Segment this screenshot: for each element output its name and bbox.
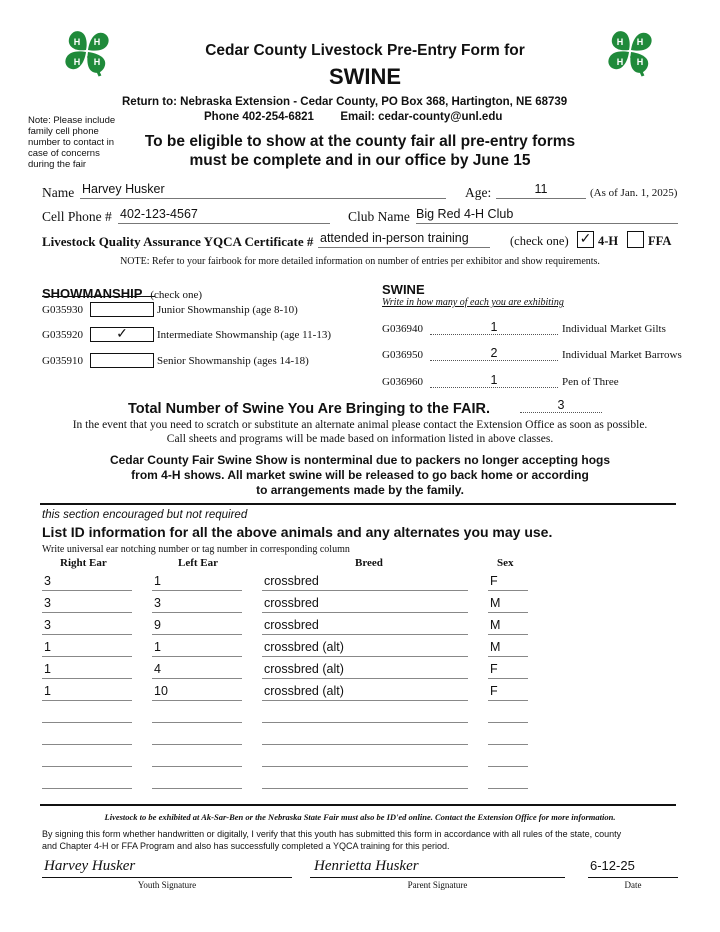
cell-value: 1: [44, 640, 51, 654]
yqca-label: Livestock Quality Assurance YQCA Certificate #: [42, 234, 314, 249]
date-value: 6-12-25: [590, 858, 635, 873]
col-header-left-ear: Left Ear: [178, 557, 219, 569]
left-ear-cell[interactable]: [152, 704, 242, 723]
total-count-value: 3: [557, 398, 565, 412]
intermediate-showmanship-checkbox[interactable]: [90, 327, 154, 342]
check-mark: ✓: [116, 327, 128, 342]
cell-value: [152, 750, 154, 764]
left-ear-cell[interactable]: [152, 748, 242, 767]
yqca-field[interactable]: [318, 229, 490, 248]
sex-cell[interactable]: [488, 748, 528, 767]
pen-of-three-count-field[interactable]: [430, 371, 558, 388]
age-label: Age:: [465, 185, 492, 200]
col-header-right-ear: Right Ear: [60, 557, 107, 569]
agreement-line-2: and Chapter 4-H or FFA Program and also has successfully completed a YQCA training for this period.: [42, 841, 450, 851]
swine-title: SWINE: [382, 282, 425, 297]
sex-cell[interactable]: [488, 660, 528, 679]
showmanship-subtitle: (check one): [150, 289, 202, 301]
right-ear-cell[interactable]: [42, 770, 132, 789]
sex-cell[interactable]: [488, 770, 528, 789]
total-label: [128, 401, 490, 417]
cell-value: 3: [154, 596, 161, 610]
cell-value: F: [490, 684, 498, 698]
svg-text:H: H: [616, 37, 624, 47]
sex-cell[interactable]: [488, 682, 528, 701]
left-ear-cell[interactable]: [152, 572, 242, 591]
left-ear-cell[interactable]: [152, 616, 242, 635]
cell-value: [42, 772, 44, 786]
cell-value: crossbred: [264, 574, 319, 588]
agreement-line-1: By signing this form whether handwritten or digitally, I verify that this youth has submitted this form in accordance with all rules of the state, county: [42, 829, 622, 839]
age-field[interactable]: [496, 180, 586, 199]
total-label-text: Total Number of Swine You Are Bringing to the FAIR: [128, 401, 486, 417]
cell-value: M: [490, 596, 501, 610]
left-ear-cell[interactable]: [152, 682, 242, 701]
4h-clover-logo-right: [605, 26, 655, 83]
parent-signature-label: Parent Signature: [407, 880, 468, 890]
senior-showmanship-checkbox[interactable]: [90, 353, 154, 368]
cell-value: [152, 728, 154, 742]
svg-text:H: H: [93, 37, 101, 47]
cell-value: 9: [154, 618, 161, 632]
footer-divider: [40, 804, 676, 806]
right-ear-cell[interactable]: [42, 638, 132, 657]
total-count-field[interactable]: [520, 396, 602, 413]
swine-count: 1: [490, 373, 498, 387]
swine-class-code: G036960: [382, 376, 423, 388]
ffa-checkbox[interactable]: [627, 231, 644, 248]
swine-class-code: G036950: [382, 349, 423, 361]
cell-value: 4: [154, 662, 161, 676]
cell-value: crossbred (alt): [264, 662, 344, 676]
svg-text:H: H: [73, 57, 81, 67]
age-note: (As of Jan. 1, 2025): [590, 187, 678, 199]
cell-value: [488, 728, 490, 742]
encouraged-note: this section encouraged but not required: [42, 509, 248, 521]
cell-value: M: [490, 618, 501, 632]
youth-signature-field[interactable]: [42, 857, 292, 878]
parent-signature-value: Henrietta Husker: [314, 858, 419, 874]
notice-line-2: from 4-H shows. All market swine will be released to go back home or according: [131, 468, 589, 482]
form-subtitle: SWINE: [328, 64, 402, 89]
right-ear-cell[interactable]: [42, 682, 132, 701]
name-value: Harvey Husker: [82, 182, 165, 196]
left-ear-cell[interactable]: [152, 594, 242, 613]
cell-value: crossbred (alt): [264, 640, 344, 654]
cell-phone-field[interactable]: [118, 205, 330, 224]
cell-value: 3: [44, 596, 51, 610]
yqca-value: attended in-person training: [320, 231, 469, 245]
scratch-line-1: In the event that you need to scratch or substitute an alternate animal please contact the Extension Office as soon as possible.: [72, 419, 648, 431]
cell-value: 1: [44, 662, 51, 676]
left-ear-cell[interactable]: [152, 770, 242, 789]
4h-clover-logo-left: [62, 26, 112, 83]
left-ear-cell[interactable]: [152, 726, 242, 745]
cell-value: 3: [44, 618, 51, 632]
col-header-breed: Breed: [355, 557, 383, 569]
cell-value: [488, 750, 490, 764]
cell-value: [262, 706, 264, 720]
cell-value: [152, 772, 154, 786]
cell-phone-label: Cell Phone #: [42, 209, 112, 224]
svg-text:H: H: [616, 57, 624, 67]
name-label: Name: [42, 185, 75, 200]
swine-class-label: Pen of Three: [562, 376, 619, 388]
cell-phone-value: 402-123-4567: [120, 207, 198, 221]
swine-class-code: G036940: [382, 323, 423, 335]
return-label: Return to:: [122, 96, 177, 108]
section-divider: [40, 503, 676, 505]
showmanship-label: Junior Showmanship (age 8-10): [157, 304, 298, 316]
clover-icon: [605, 26, 655, 78]
agreement-text: [42, 828, 682, 852]
cell-value: F: [490, 574, 498, 588]
cell-value: 1: [154, 640, 161, 654]
nonterminal-notice: [40, 453, 680, 498]
swine-class-label: Individual Market Barrows: [562, 349, 682, 361]
showmanship-label: Intermediate Showmanship (age 11-13): [157, 329, 332, 341]
breed-cell[interactable]: [262, 704, 468, 723]
youth-signature-label: Youth Signature: [137, 880, 197, 890]
svg-text:H: H: [93, 57, 101, 67]
4h-label: 4-H: [598, 234, 619, 248]
id-section-title: List ID information for all the above animals and any alternates you may use.: [42, 524, 553, 540]
cell-value: [488, 706, 490, 720]
breed-cell[interactable]: [262, 572, 468, 591]
right-ear-cell[interactable]: [42, 616, 132, 635]
fairbook-note: NOTE: Refer to your fairbook for more detailed information on number of entries per exhibitor and show requirements.: [120, 256, 600, 267]
sex-cell[interactable]: [488, 594, 528, 613]
club-name-label: Club Name: [348, 209, 410, 224]
cell-value: 3: [44, 574, 51, 588]
youth-signature-value: Harvey Husker: [44, 858, 136, 874]
scratch-line-2: Call sheets and programs will be made based on information listed in above classes.: [166, 433, 554, 445]
right-ear-cell[interactable]: [42, 704, 132, 723]
cell-value: M: [490, 640, 501, 654]
id-section-instruction: Write universal ear notching number or tag number in corresponding column: [42, 544, 350, 555]
age-value: 11: [534, 182, 548, 196]
right-ear-cell[interactable]: [42, 660, 132, 679]
email: Email: cedar-county@unl.edu: [340, 111, 503, 123]
sex-cell[interactable]: [488, 572, 528, 591]
4h-check-mark: ✓: [579, 232, 592, 247]
check-one-label: (check one): [510, 234, 569, 248]
left-ear-cell[interactable]: [152, 638, 242, 657]
name-field[interactable]: [80, 180, 446, 199]
breed-cell[interactable]: [262, 748, 468, 767]
breed-cell[interactable]: [262, 770, 468, 789]
cell-value: 1: [44, 684, 51, 698]
phone: Phone 402-254-6821: [204, 111, 314, 123]
gilts-count-field[interactable]: [430, 318, 558, 335]
right-ear-cell[interactable]: [42, 748, 132, 767]
sex-cell[interactable]: [488, 638, 528, 657]
swine-subtitle: Write in how many of each you are exhibiting: [382, 297, 564, 308]
club-name-value: Big Red 4-H Club: [416, 207, 514, 221]
svg-text:H: H: [636, 37, 644, 47]
showmanship-label: Senior Showmanship (ages 14-18): [157, 355, 309, 367]
cell-value: [262, 728, 264, 742]
showmanship-underline: [42, 296, 155, 297]
swine-class-label: Individual Market Gilts: [562, 323, 666, 335]
state-fair-note: Livestock to be exhibited at Ak-Sar-Ben or the Nebraska State Fair must also be ID'ed online. Contact the Extension Office for more information.: [104, 812, 616, 822]
right-ear-cell[interactable]: [42, 726, 132, 745]
right-ear-cell[interactable]: [42, 594, 132, 613]
cell-value: [152, 706, 154, 720]
contact-line: [204, 111, 502, 123]
col-header-sex: Sex: [497, 557, 514, 569]
cell-value: [42, 750, 44, 764]
cell-value: 1: [154, 574, 161, 588]
notice-line-1: Cedar County Fair Swine Show is nonterminal due to packers no longer accepting hogs: [109, 453, 611, 467]
breed-cell[interactable]: [262, 682, 468, 701]
right-ear-cell[interactable]: [42, 572, 132, 591]
breed-cell[interactable]: [262, 660, 468, 679]
4h-checkbox[interactable]: [577, 231, 594, 248]
cell-value: [42, 728, 44, 742]
showmanship-code: G035910: [42, 355, 83, 367]
breed-cell[interactable]: [262, 616, 468, 635]
swine-count: 2: [490, 346, 498, 360]
form-title: Cedar County Livestock Pre-Entry Form for: [205, 42, 525, 59]
club-name-field[interactable]: [416, 205, 678, 224]
cell-value: F: [490, 662, 498, 676]
svg-text:H: H: [636, 57, 644, 67]
sex-cell[interactable]: [488, 616, 528, 635]
cell-value: [488, 772, 490, 786]
showmanship-title: SHOWMANSHIP: [42, 286, 143, 301]
cell-value: crossbred (alt): [264, 684, 344, 698]
cell-value: crossbred: [264, 596, 319, 610]
showmanship-code: G035920: [42, 329, 83, 341]
date-label: Date: [624, 880, 642, 890]
breed-cell[interactable]: [262, 594, 468, 613]
total-label-period: .: [485, 401, 490, 417]
eligibility-notice: [120, 132, 600, 170]
barrows-count-field[interactable]: [430, 344, 558, 361]
breed-cell[interactable]: [262, 638, 468, 657]
notice-line-3: to arrangements made by the family.: [256, 483, 464, 497]
svg-text:H: H: [73, 37, 81, 47]
cell-value: crossbred: [264, 618, 319, 632]
date-field[interactable]: [588, 857, 678, 878]
clover-icon: [62, 26, 112, 78]
sex-cell[interactable]: [488, 704, 528, 723]
scratch-notice: [30, 418, 690, 446]
ffa-label: FFA: [648, 234, 672, 248]
swine-count: 1: [490, 320, 498, 334]
eligibility-line-1: To be eligible to show at the county fair all pre-entry forms: [144, 133, 576, 150]
showmanship-code: G035930: [42, 304, 83, 316]
eligibility-line-2: must be complete and in our office by June 15: [189, 152, 531, 169]
cell-value: 10: [154, 684, 168, 698]
cell-value: [42, 706, 44, 720]
left-ear-cell[interactable]: [152, 660, 242, 679]
junior-showmanship-checkbox[interactable]: [90, 302, 154, 317]
sex-cell[interactable]: [488, 726, 528, 745]
cell-value: [262, 750, 264, 764]
return-address-text: Nebraska Extension - Cedar County, PO Box 368, Hartington, NE 68739: [180, 96, 568, 108]
parent-signature-field[interactable]: [310, 857, 565, 878]
return-address: [122, 96, 567, 108]
showmanship-heading: [42, 285, 202, 303]
breed-cell[interactable]: [262, 726, 468, 745]
cell-value: [262, 772, 264, 786]
side-note: Note: Please include family cell phone number to contact in case of concerns during the fair: [28, 115, 116, 170]
